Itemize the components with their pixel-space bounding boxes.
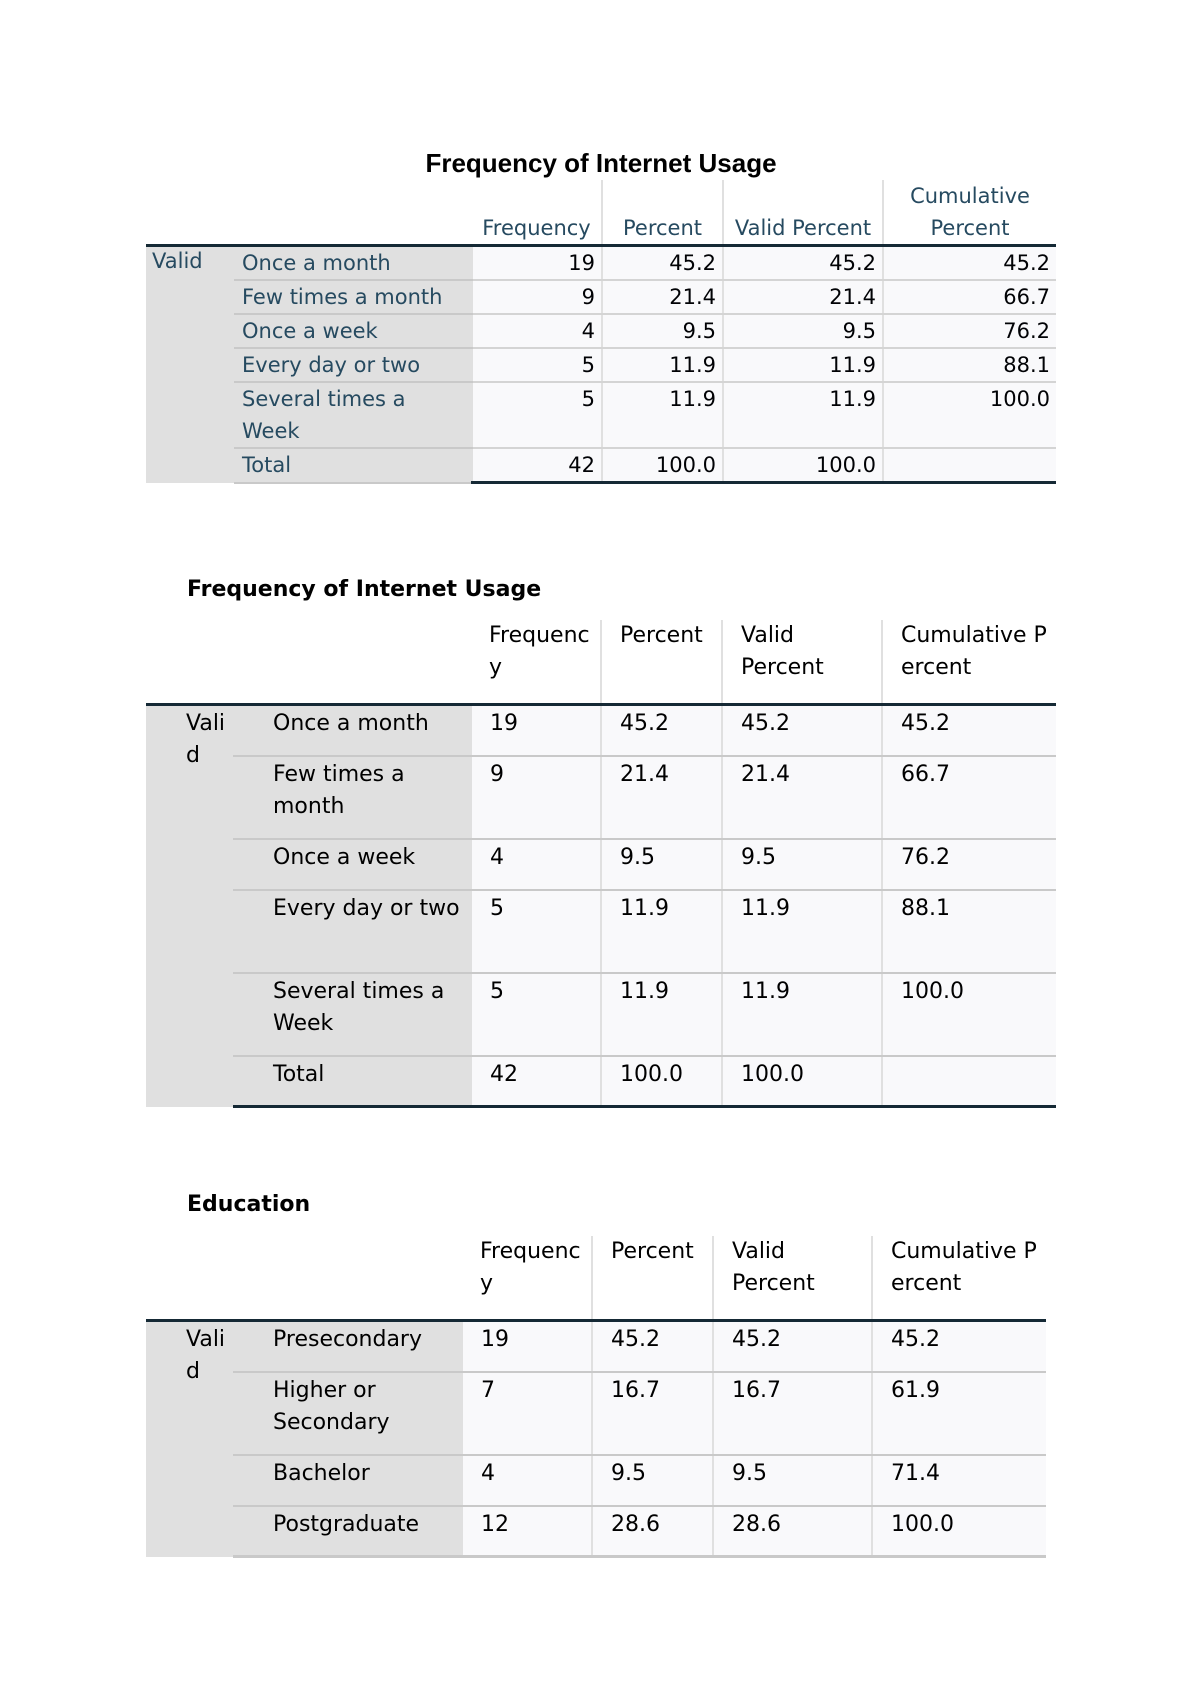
frequency-cell: 9 — [472, 280, 602, 314]
table-row — [146, 839, 1056, 890]
percent-cell: 28.6 — [592, 1506, 713, 1557]
percent-cell: 21.4 — [601, 756, 722, 839]
percent-cell: 9.5 — [592, 1455, 713, 1506]
valid-percent-cell: 100.0 — [722, 1056, 882, 1107]
percent-cell: 45.2 — [602, 246, 723, 281]
percent-cell: 11.9 — [602, 348, 723, 382]
valid-percent-cell: 9.5 — [723, 314, 883, 348]
percent-cell: 16.7 — [592, 1372, 713, 1455]
valid-percent-cell: 28.6 — [713, 1506, 872, 1557]
table-row — [146, 705, 1056, 756]
table1-header-blank — [234, 180, 472, 246]
valid-percent-cell: 11.9 — [722, 890, 882, 973]
table2-header-valid-percent: Valid Percent — [722, 620, 882, 705]
frequency-cell: 5 — [471, 973, 601, 1056]
frequency-cell: 5 — [471, 890, 601, 973]
table1-header-valid-percent: Valid Percent — [723, 180, 883, 246]
cumulative-percent-cell: 88.1 — [883, 348, 1056, 382]
row-label: Higher or Secondary — [233, 1372, 462, 1455]
frequency-cell: 9 — [471, 756, 601, 839]
percent-cell: 9.5 — [602, 314, 723, 348]
table3-header-cumulative-percent: Cumulative Percent — [872, 1236, 1046, 1321]
row-label: Every day or two — [234, 348, 472, 382]
table-row — [146, 756, 1056, 839]
row-label: Several times a Week — [233, 973, 471, 1056]
table3-header-valid-percent: Valid Percent — [713, 1236, 872, 1321]
percent-cell: 45.2 — [592, 1321, 713, 1372]
table2-header-cumulative-percent: Cumulative Percent — [882, 620, 1056, 705]
cumulative-percent-cell: 100.0 — [883, 382, 1056, 448]
valid-percent-cell: 11.9 — [722, 973, 882, 1056]
valid-percent-cell: 11.9 — [723, 382, 883, 448]
cumulative-percent-cell: 71.4 — [872, 1455, 1046, 1506]
valid-percent-cell: 11.9 — [723, 348, 883, 382]
cumulative-percent-cell — [883, 448, 1056, 483]
frequency-cell: 7 — [462, 1372, 592, 1455]
cumulative-percent-cell: 66.7 — [882, 756, 1056, 839]
table-row — [146, 280, 1056, 314]
valid-percent-cell: 16.7 — [713, 1372, 872, 1455]
table-row — [146, 1372, 1046, 1455]
table3-title: Education — [187, 1192, 311, 1217]
table2-header-blank — [146, 620, 233, 705]
table1-group-label: Valid — [146, 246, 234, 483]
cumulative-percent-cell: 45.2 — [872, 1321, 1046, 1372]
table-row — [146, 314, 1056, 348]
table2-group-label: Valid — [146, 705, 233, 1107]
table2-header-blank — [233, 620, 471, 705]
cumulative-percent-cell: 76.2 — [883, 314, 1056, 348]
row-label: Total — [233, 1056, 471, 1107]
table-row — [146, 1321, 1046, 1372]
table1-header-percent: Percent — [602, 180, 723, 246]
table3-group-label: Valid — [146, 1321, 233, 1557]
percent-cell: 11.9 — [601, 973, 722, 1056]
percent-cell: 11.9 — [602, 382, 723, 448]
table-row-total — [146, 448, 1056, 483]
table3-header-frequency: Frequency — [462, 1236, 592, 1321]
percent-cell: 45.2 — [601, 705, 722, 756]
row-label: Several times a Week — [234, 382, 472, 448]
table3-header-blank — [233, 1236, 462, 1321]
row-label: Presecondary — [233, 1321, 462, 1372]
frequency-cell: 4 — [471, 839, 601, 890]
table-row — [146, 1455, 1046, 1506]
percent-cell: 100.0 — [602, 448, 723, 483]
table3-header-percent: Percent — [592, 1236, 713, 1321]
percent-cell: 9.5 — [601, 839, 722, 890]
row-label: Postgraduate — [233, 1506, 462, 1557]
table1-title: Frequency of Internet Usage — [425, 148, 777, 178]
table2-header-percent: Percent — [601, 620, 722, 705]
frequency-cell: 5 — [472, 348, 602, 382]
valid-percent-cell: 45.2 — [723, 246, 883, 281]
row-label: Every day or two — [233, 890, 471, 973]
table2-header-frequency: Frequency — [471, 620, 601, 705]
table-row-total — [146, 1056, 1056, 1107]
table1-header-cumulative-line1: Cumulative — [910, 184, 1030, 208]
frequency-cell: 5 — [472, 382, 602, 448]
valid-percent-cell: 45.2 — [722, 705, 882, 756]
table1-header-blank — [146, 180, 234, 246]
frequency-cell: 42 — [472, 448, 602, 483]
row-label: Once a month — [234, 246, 472, 281]
frequency-cell: 19 — [472, 246, 602, 281]
cumulative-percent-cell: 45.2 — [883, 246, 1056, 281]
cumulative-percent-cell: 100.0 — [872, 1506, 1046, 1557]
row-label: Few times a month — [233, 756, 471, 839]
valid-percent-cell: 45.2 — [713, 1321, 872, 1372]
frequency-cell: 4 — [462, 1455, 592, 1506]
row-label: Once a month — [233, 705, 471, 756]
row-label: Bachelor — [233, 1455, 462, 1506]
percent-cell: 11.9 — [601, 890, 722, 973]
cumulative-percent-cell: 100.0 — [882, 973, 1056, 1056]
frequency-cell: 12 — [462, 1506, 592, 1557]
frequency-cell: 42 — [471, 1056, 601, 1107]
table2-frequency-table — [146, 620, 1056, 1108]
row-label: Once a week — [233, 839, 471, 890]
cumulative-percent-cell: 61.9 — [872, 1372, 1046, 1455]
valid-percent-cell: 100.0 — [723, 448, 883, 483]
row-label: Once a week — [234, 314, 472, 348]
table-row — [146, 246, 1056, 281]
valid-percent-cell: 9.5 — [722, 839, 882, 890]
table-row — [146, 348, 1056, 382]
table3-header-blank — [146, 1236, 233, 1321]
table2-title: Frequency of Internet Usage — [187, 577, 542, 602]
table1-frequency-table — [146, 180, 1056, 484]
cumulative-percent-cell — [882, 1056, 1056, 1107]
valid-percent-cell: 21.4 — [722, 756, 882, 839]
table-row — [146, 890, 1056, 973]
cumulative-percent-cell: 45.2 — [882, 705, 1056, 756]
valid-percent-cell: 21.4 — [723, 280, 883, 314]
percent-cell: 21.4 — [602, 280, 723, 314]
cumulative-percent-cell: 88.1 — [882, 890, 1056, 973]
row-label: Few times a month — [234, 280, 472, 314]
percent-cell: 100.0 — [601, 1056, 722, 1107]
cumulative-percent-cell: 66.7 — [883, 280, 1056, 314]
table1-header-cumulative-percent — [883, 180, 1056, 246]
frequency-cell: 4 — [472, 314, 602, 348]
valid-percent-cell: 9.5 — [713, 1455, 872, 1506]
table3-education-table — [146, 1236, 1046, 1558]
frequency-cell: 19 — [462, 1321, 592, 1372]
table-row — [146, 973, 1056, 1056]
cumulative-percent-cell: 76.2 — [882, 839, 1056, 890]
table1-header-frequency: Frequency — [472, 180, 602, 246]
frequency-cell: 19 — [471, 705, 601, 756]
row-label: Total — [234, 448, 472, 483]
table-row — [146, 382, 1056, 448]
table-row — [146, 1506, 1046, 1557]
table1-header-cumulative-line2: Percent — [930, 216, 1010, 240]
